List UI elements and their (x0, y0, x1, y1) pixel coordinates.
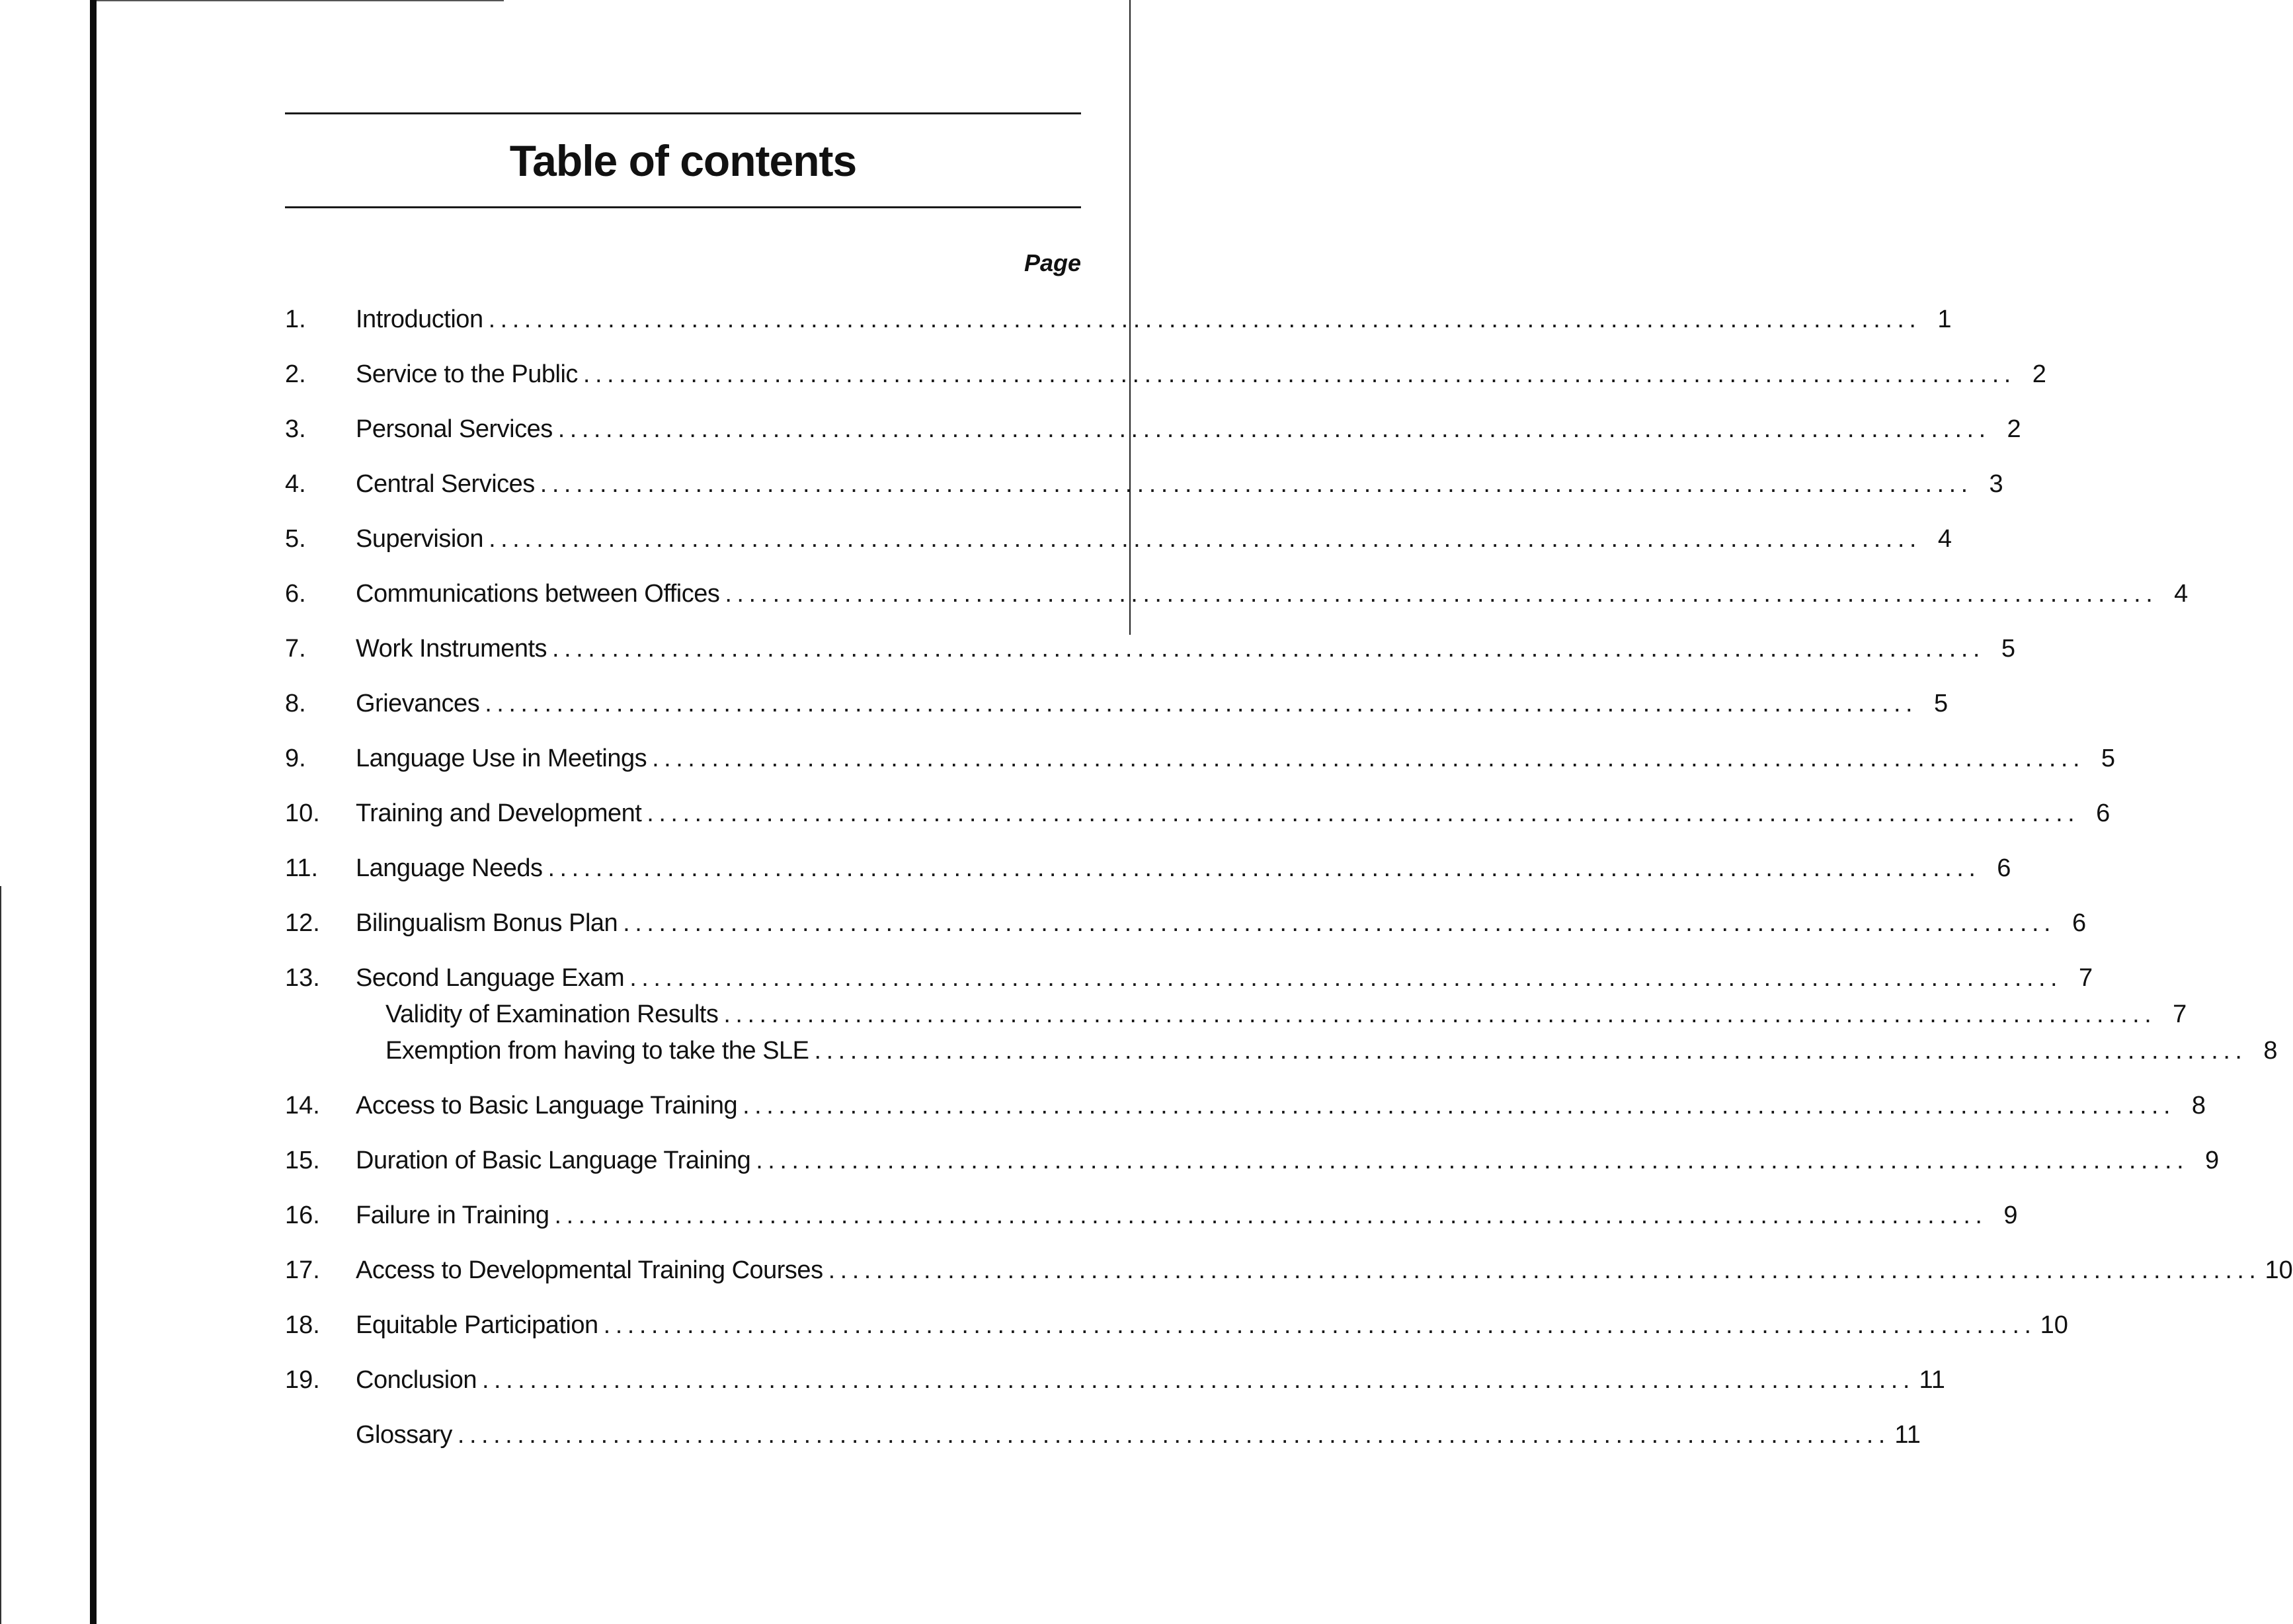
toc-entry-number: 14. (285, 1092, 320, 1119)
toc-entry[interactable] (285, 467, 2003, 501)
toc-entry-page: 9 (2003, 1201, 2018, 1229)
dot-leader: ........................................................................................................................ (583, 360, 2016, 388)
toc-entry-number: 7. (285, 635, 306, 663)
toc-entry-number: 9. (285, 745, 306, 772)
dot-leader: ........................................................................................................................ (489, 525, 1921, 553)
toc-entry-page: 11 (1919, 1366, 1945, 1394)
toc-entry-label: Training and Development (356, 799, 642, 827)
dot-leader: ........................................................................................................................ (647, 799, 2080, 827)
toc-entry-page: 6 (2072, 909, 2087, 937)
toc-entry-number: 11. (285, 854, 319, 882)
page-title: Table of contents (509, 136, 857, 185)
toc-entry-label: Communications between Offices (356, 580, 720, 608)
toc-entry-number: 18. (285, 1311, 320, 1339)
toc-entry-label: Service to the Public (356, 360, 578, 388)
toc-entry-number: 17. (285, 1256, 320, 1284)
toc-entry[interactable] (285, 961, 2093, 995)
dot-leader: ........................................................................................................................ (482, 1366, 1915, 1394)
toc-entry-page: 6 (1997, 854, 2011, 882)
toc-entry[interactable] (285, 522, 1952, 555)
toc-entry[interactable] (285, 1309, 2068, 1342)
title-top-rule (285, 112, 1081, 114)
dot-leader: ........................................................................................................................ (828, 1256, 2261, 1284)
dot-leader: ........................................................................................................................ (756, 1147, 2189, 1174)
toc-entry-page: 3 (1989, 470, 2003, 498)
toc-entry-number: 15. (285, 1147, 320, 1174)
toc-entry[interactable] (285, 907, 2087, 940)
toc-entry[interactable] (285, 1199, 2018, 1232)
dot-leader: ........................................................................................................................ (652, 745, 2085, 772)
toc-entry-number: 4. (285, 470, 306, 498)
toc-entry[interactable] (285, 577, 2189, 610)
dot-leader: ........................................................................................................................ (488, 305, 1921, 333)
toc-entry[interactable] (285, 687, 1949, 720)
toc-entry-page: 6 (2096, 799, 2111, 827)
toc-entry[interactable] (285, 413, 2021, 446)
toc-entry-number: 5. (285, 525, 306, 553)
toc-entry-page: 11 (1894, 1421, 1921, 1449)
toc-entry-number: 16. (285, 1201, 320, 1229)
toc-entry-label: Exemption from having to take the SLE (385, 1037, 809, 1065)
scan-edge-line (97, 0, 504, 1)
toc-entry-number: 3. (285, 415, 306, 443)
title-bottom-rule (285, 206, 1081, 208)
toc-entry[interactable] (285, 1363, 1945, 1397)
toc-entry-label: Validity of Examination Results (385, 1000, 719, 1028)
toc-entry-page: 2 (2007, 415, 2021, 443)
toc-entry-label: Access to Developmental Training Courses (356, 1256, 823, 1284)
scan-edge-line (0, 886, 1, 1624)
toc-entry[interactable] (285, 797, 2111, 830)
toc-entry[interactable] (285, 742, 2116, 775)
toc-entry[interactable] (285, 852, 2011, 885)
toc-entry-label: Language Needs (356, 854, 543, 882)
toc-entry-number: 13. (285, 964, 320, 992)
page-column-header: Page (1024, 249, 1081, 276)
toc-entry-page: 4 (1937, 525, 1952, 553)
toc-entry[interactable] (285, 632, 2015, 665)
dot-leader: ........................................................................................................................ (457, 1421, 1890, 1449)
toc-entry-label: Work Instruments (356, 635, 547, 663)
toc-entry-label: Access to Basic Language Training (356, 1092, 738, 1119)
toc-entry-number: 6. (285, 580, 306, 608)
toc-entry-label: Language Use in Meetings (356, 745, 647, 772)
dot-leader: ........................................................................................................................ (485, 690, 1918, 717)
toc-entry-number: 1. (285, 305, 306, 333)
toc-entry-page: 5 (2001, 635, 2015, 663)
toc-entry[interactable] (285, 1089, 2206, 1122)
dot-leader: ........................................................................................................................ (743, 1092, 2176, 1119)
dot-leader: ........................................................................................................................ (540, 470, 1973, 498)
toc-entry-page: 9 (2205, 1147, 2220, 1174)
dot-leader: ........................................................................................................................ (552, 635, 1985, 663)
toc-entry[interactable] (285, 1418, 1921, 1451)
toc-entry-number: 2. (285, 360, 306, 388)
dot-leader: ........................................................................................................................ (723, 1000, 2157, 1028)
toc-entry-page: 10 (2040, 1311, 2068, 1339)
dot-leader: ........................................................................................................................ (725, 580, 2158, 608)
toc-entry-number: 10. (285, 799, 320, 827)
dot-leader: ........................................................................................................................ (557, 415, 1991, 443)
toc-subentry[interactable] (285, 1034, 2278, 1067)
toc-entry[interactable] (285, 358, 2046, 391)
toc-entry-page: 4 (2174, 580, 2189, 608)
toc-entry-label: Bilingualism Bonus Plan (356, 909, 618, 937)
toc-entry-label: Grievances (356, 690, 480, 717)
dot-leader: ........................................................................................................................ (547, 854, 1981, 882)
dot-leader: ........................................................................................................................ (814, 1037, 2247, 1065)
toc-entry-label: Supervision (356, 525, 484, 553)
toc-entry-page: 7 (2173, 1000, 2187, 1028)
toc-entry-number: 12. (285, 909, 320, 937)
toc-entry-label: Duration of Basic Language Training (356, 1147, 751, 1174)
dot-leader: ........................................................................................................................ (554, 1201, 1988, 1229)
toc-entry-page: 8 (2263, 1037, 2278, 1065)
toc-entry-page: 10 (2265, 1256, 2293, 1284)
toc-entry-number: 8. (285, 690, 306, 717)
toc-entry[interactable] (285, 1254, 2293, 1287)
toc-entry-label: Second Language Exam (356, 964, 625, 992)
toc-entry-label: Equitable Participation (356, 1311, 598, 1339)
toc-entry-page: 5 (1933, 690, 1949, 717)
toc-entry-page: 1 (1937, 305, 1952, 333)
toc-entry-label: Conclusion (356, 1366, 477, 1394)
toc-entry-page: 5 (2101, 745, 2116, 772)
toc-entry-number: 19. (285, 1366, 320, 1394)
toc-entry[interactable] (285, 303, 1952, 336)
toc-entry-page: 7 (2078, 964, 2093, 992)
toc-entry-page: 2 (2032, 360, 2046, 388)
toc-entry-label: Glossary (356, 1421, 452, 1449)
dot-leader: ........................................................................................................................ (603, 1311, 2036, 1339)
toc-entry-label: Personal Services (356, 415, 553, 443)
toc-subentry[interactable] (285, 998, 2187, 1031)
dot-leader: ........................................................................................................................ (629, 964, 2063, 992)
toc-entry-page: 8 (2191, 1092, 2206, 1119)
binding-edge (90, 0, 97, 1624)
toc-entry[interactable] (285, 1144, 2220, 1177)
toc-entry-label: Central Services (356, 470, 535, 498)
toc-entry-label: Introduction (356, 305, 483, 333)
dot-leader: ........................................................................................................................ (623, 909, 2056, 937)
toc-entry-label: Failure in Training (356, 1201, 549, 1229)
